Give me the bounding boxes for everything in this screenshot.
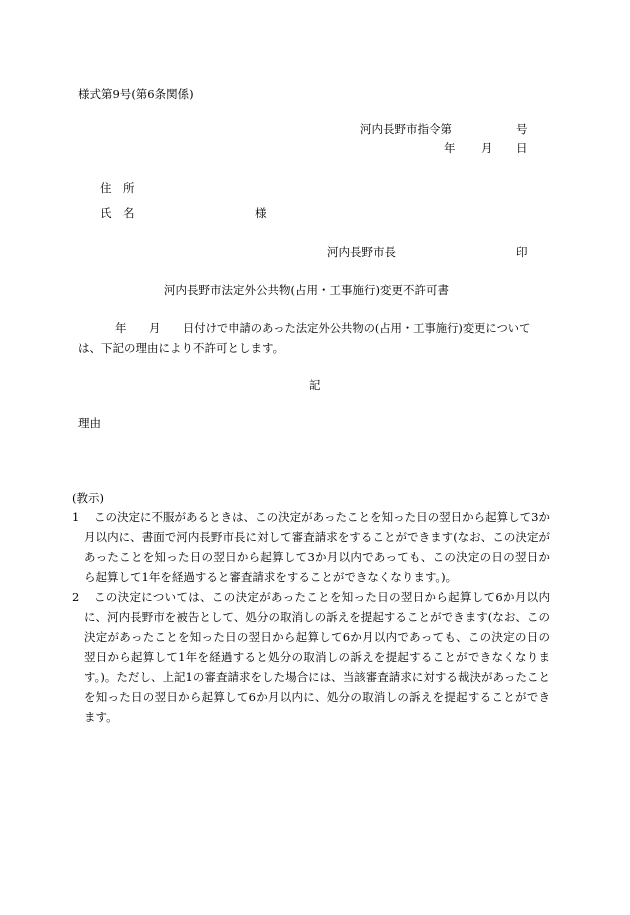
seal-mark: 印 (516, 245, 528, 259)
body-line-1: 日付けで申請のあった法定外公共物の(占用・工事施行)変更について (183, 322, 531, 335)
body-year: 年 (115, 321, 127, 335)
instruction-item-2-number: 2 (72, 590, 80, 604)
instruction-item-1 (72, 507, 550, 587)
order-number-prefix: 河内長野市指令第 (360, 122, 452, 136)
address-label: 住 所 (100, 181, 135, 195)
form-number: 様式第9号(第6条関係) (78, 87, 194, 101)
issuer-name: 河内長野市長 (327, 245, 396, 259)
date-year: 年 (444, 141, 456, 155)
instruction-item-1-text: この決定に不服があるときは、この決定があったことを知った日の翌日から起算して3か月以内に、書面で河内長野市長に対して審査請求をすることができます(なお、この決定があったことを知った日の翌日から起算して3か月以内であっても、この決定の日の翌日から起算して1年を経過すると審査請求をすることができなくなります。)。 (84, 510, 550, 584)
body-month: 月 (149, 321, 161, 335)
instruction-item-1-number: 1 (72, 510, 80, 524)
order-number-suffix: 号 (516, 122, 528, 136)
instruction-heading: (教示) (72, 491, 104, 505)
name-label: 氏 名 (100, 206, 135, 220)
document-title: 河内長野市法定外公共物(占用・工事施行)変更不許可書 (164, 283, 449, 297)
honorific: 様 (255, 206, 267, 220)
date-day: 日 (516, 141, 528, 155)
ki-mark: 記 (309, 378, 321, 392)
instruction-item-2-text: この決定については、この決定があったことを知った日の翌日から起算して6か月以内に、河内長野市を被告として、処分の取消しの訴えを提起することができます(なお、この決定があったことを知った日の翌日から起算して6か月以内であっても、この決定の日の翌日から起算して1年を経過すると処分の取消しの訴えを提起することができなくなります。)。ただし、上記1の審査請求をした場合には、当該審査請求に対する裁決があったことを知った日の翌日から起算して6か月以内に、処分の取消しの訴えを提起することができます。 (84, 590, 550, 724)
reason-label: 理由 (78, 416, 101, 430)
date-month: 月 (481, 141, 493, 155)
body-line-2: は、下記の理由により不許可とします。 (78, 341, 285, 355)
instruction-item-2 (72, 587, 550, 727)
